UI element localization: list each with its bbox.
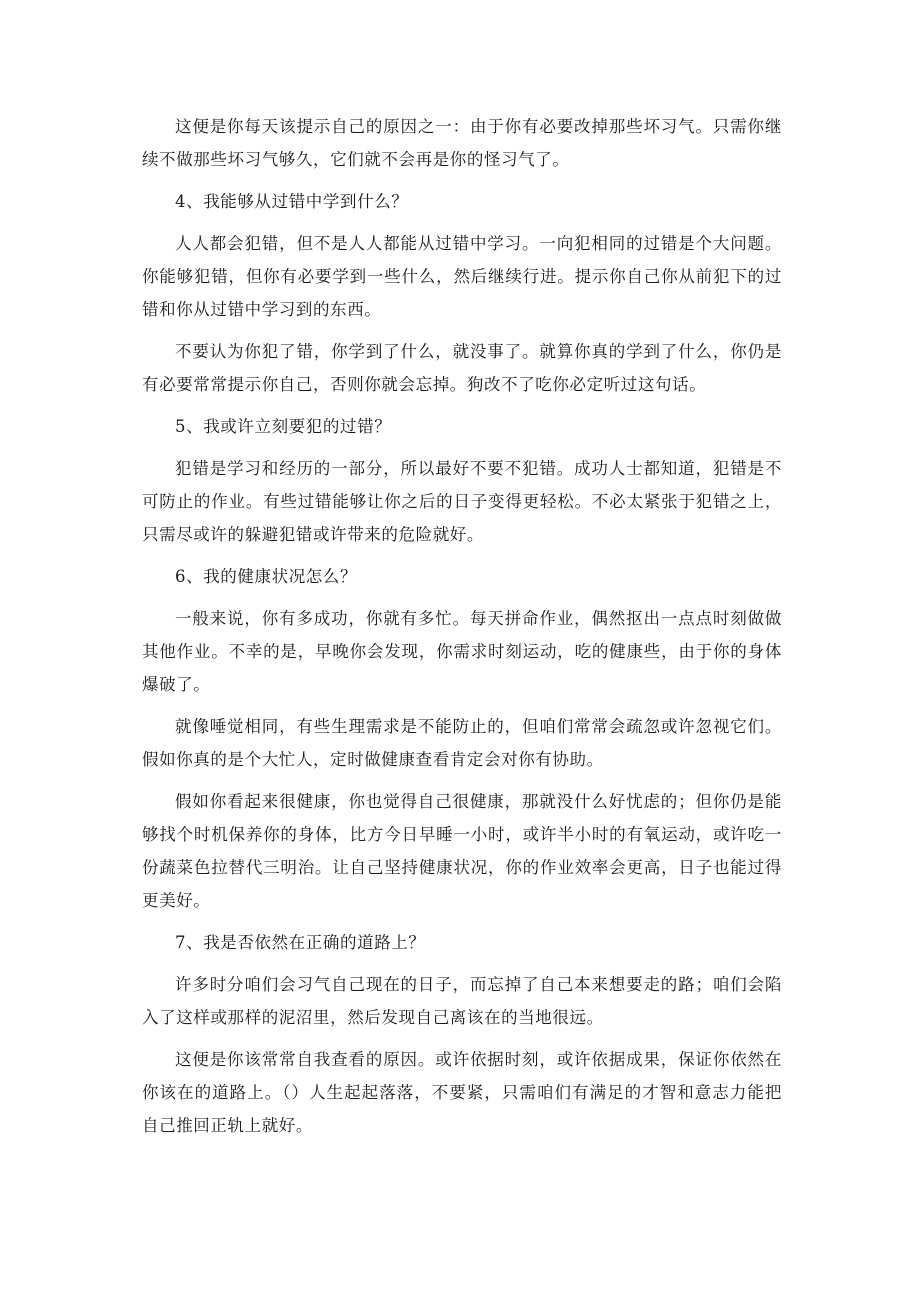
document-body (142, 110, 782, 1151)
paragraph-habits: 这便是你每天该提示自己的原因之一：由于你有必要改掉那些坏习气。只需你继续不做那些坏习气够久，它们就不会再是你的怪习气了。 (142, 117, 782, 169)
paragraph-health-check: 就像唾觉相同，有些生理需求是不能防止的，但咱们常常会疏忽或许忽视它们。假如你真的是个大忙人，定时做健康查看肯定会对你有协助。 (142, 717, 782, 769)
paragraph-lost-path: 许多时分咱们会习气自己现在的日子，而忘掉了自己本来想要走的路；咱们会陷入了这样或那样的泥沼里，然后发现自己离该在的当地很远。 (142, 975, 782, 1027)
paragraph-making-mistakes: 犯错是学习和经历的一部分，所以最好不要不犯错。成功人士都知道，犯错是不可防止的作业。有些过错能够让你之后的日子变得更轻松。不必太紧张于犯错之上，只需尽或许的躲避犯错或许带来的危险就好。 (142, 459, 782, 544)
heading-question-4: 4、我能够从过错中学到什么？ (175, 192, 409, 211)
paragraph-learn-from-mistakes: 人人都会犯错，但不是人人都能从过错中学习。一向犯相同的过错是个大问题。你能够犯错，但你有必要学到一些什么，然后继续行进。提示你自己你从前犯下的过错和你从过错中学习到的东西。 (142, 234, 782, 319)
paragraph-self-check: 这便是你该常常自我查看的原因。或许依据时刻，或许依据成果，保证你依然在你该在的道路上。（）人生起起落落，不要紧，只需咱们有满足的才智和意志力能把自己推回正轨上就好。 (142, 1050, 782, 1135)
heading-question-6: 6、我的健康状况怎么？ (175, 567, 358, 586)
paragraph-busy-life: 一般来说，你有多成功，你就有多忙。每天拼命作业，偶然抠出一点点时刻做做其他作业。不幸的是，早晚你会发现，你需求时刻运动，吃的健康些，由于你的身体爆破了。 (142, 609, 782, 694)
heading-question-7: 7、我是否依然在正确的道路上？ (175, 933, 426, 952)
paragraph-stay-healthy: 假如你看起来很健康，你也觉得自己很健康，那就没什么好忧虑的；但你仍是能够找个时机保养你的身体，比方今日早睡一小时，或许半小时的有氧运动，或许吃一份蔬菜色拉替代三明治。让自己坚持健康状况，你的作业效率会更高，日子也能过得更美好。 (142, 792, 782, 910)
paragraph-remind-yourself: 不要认为你犯了错，你学到了什么，就没事了。就算你真的学到了什么，你仍是有必要常常提示你自己，否则你就会忘掉。狗改不了吃你必定听过这句话。 (142, 342, 782, 394)
heading-question-5: 5、我或许立刻要犯的过错？ (175, 417, 392, 436)
